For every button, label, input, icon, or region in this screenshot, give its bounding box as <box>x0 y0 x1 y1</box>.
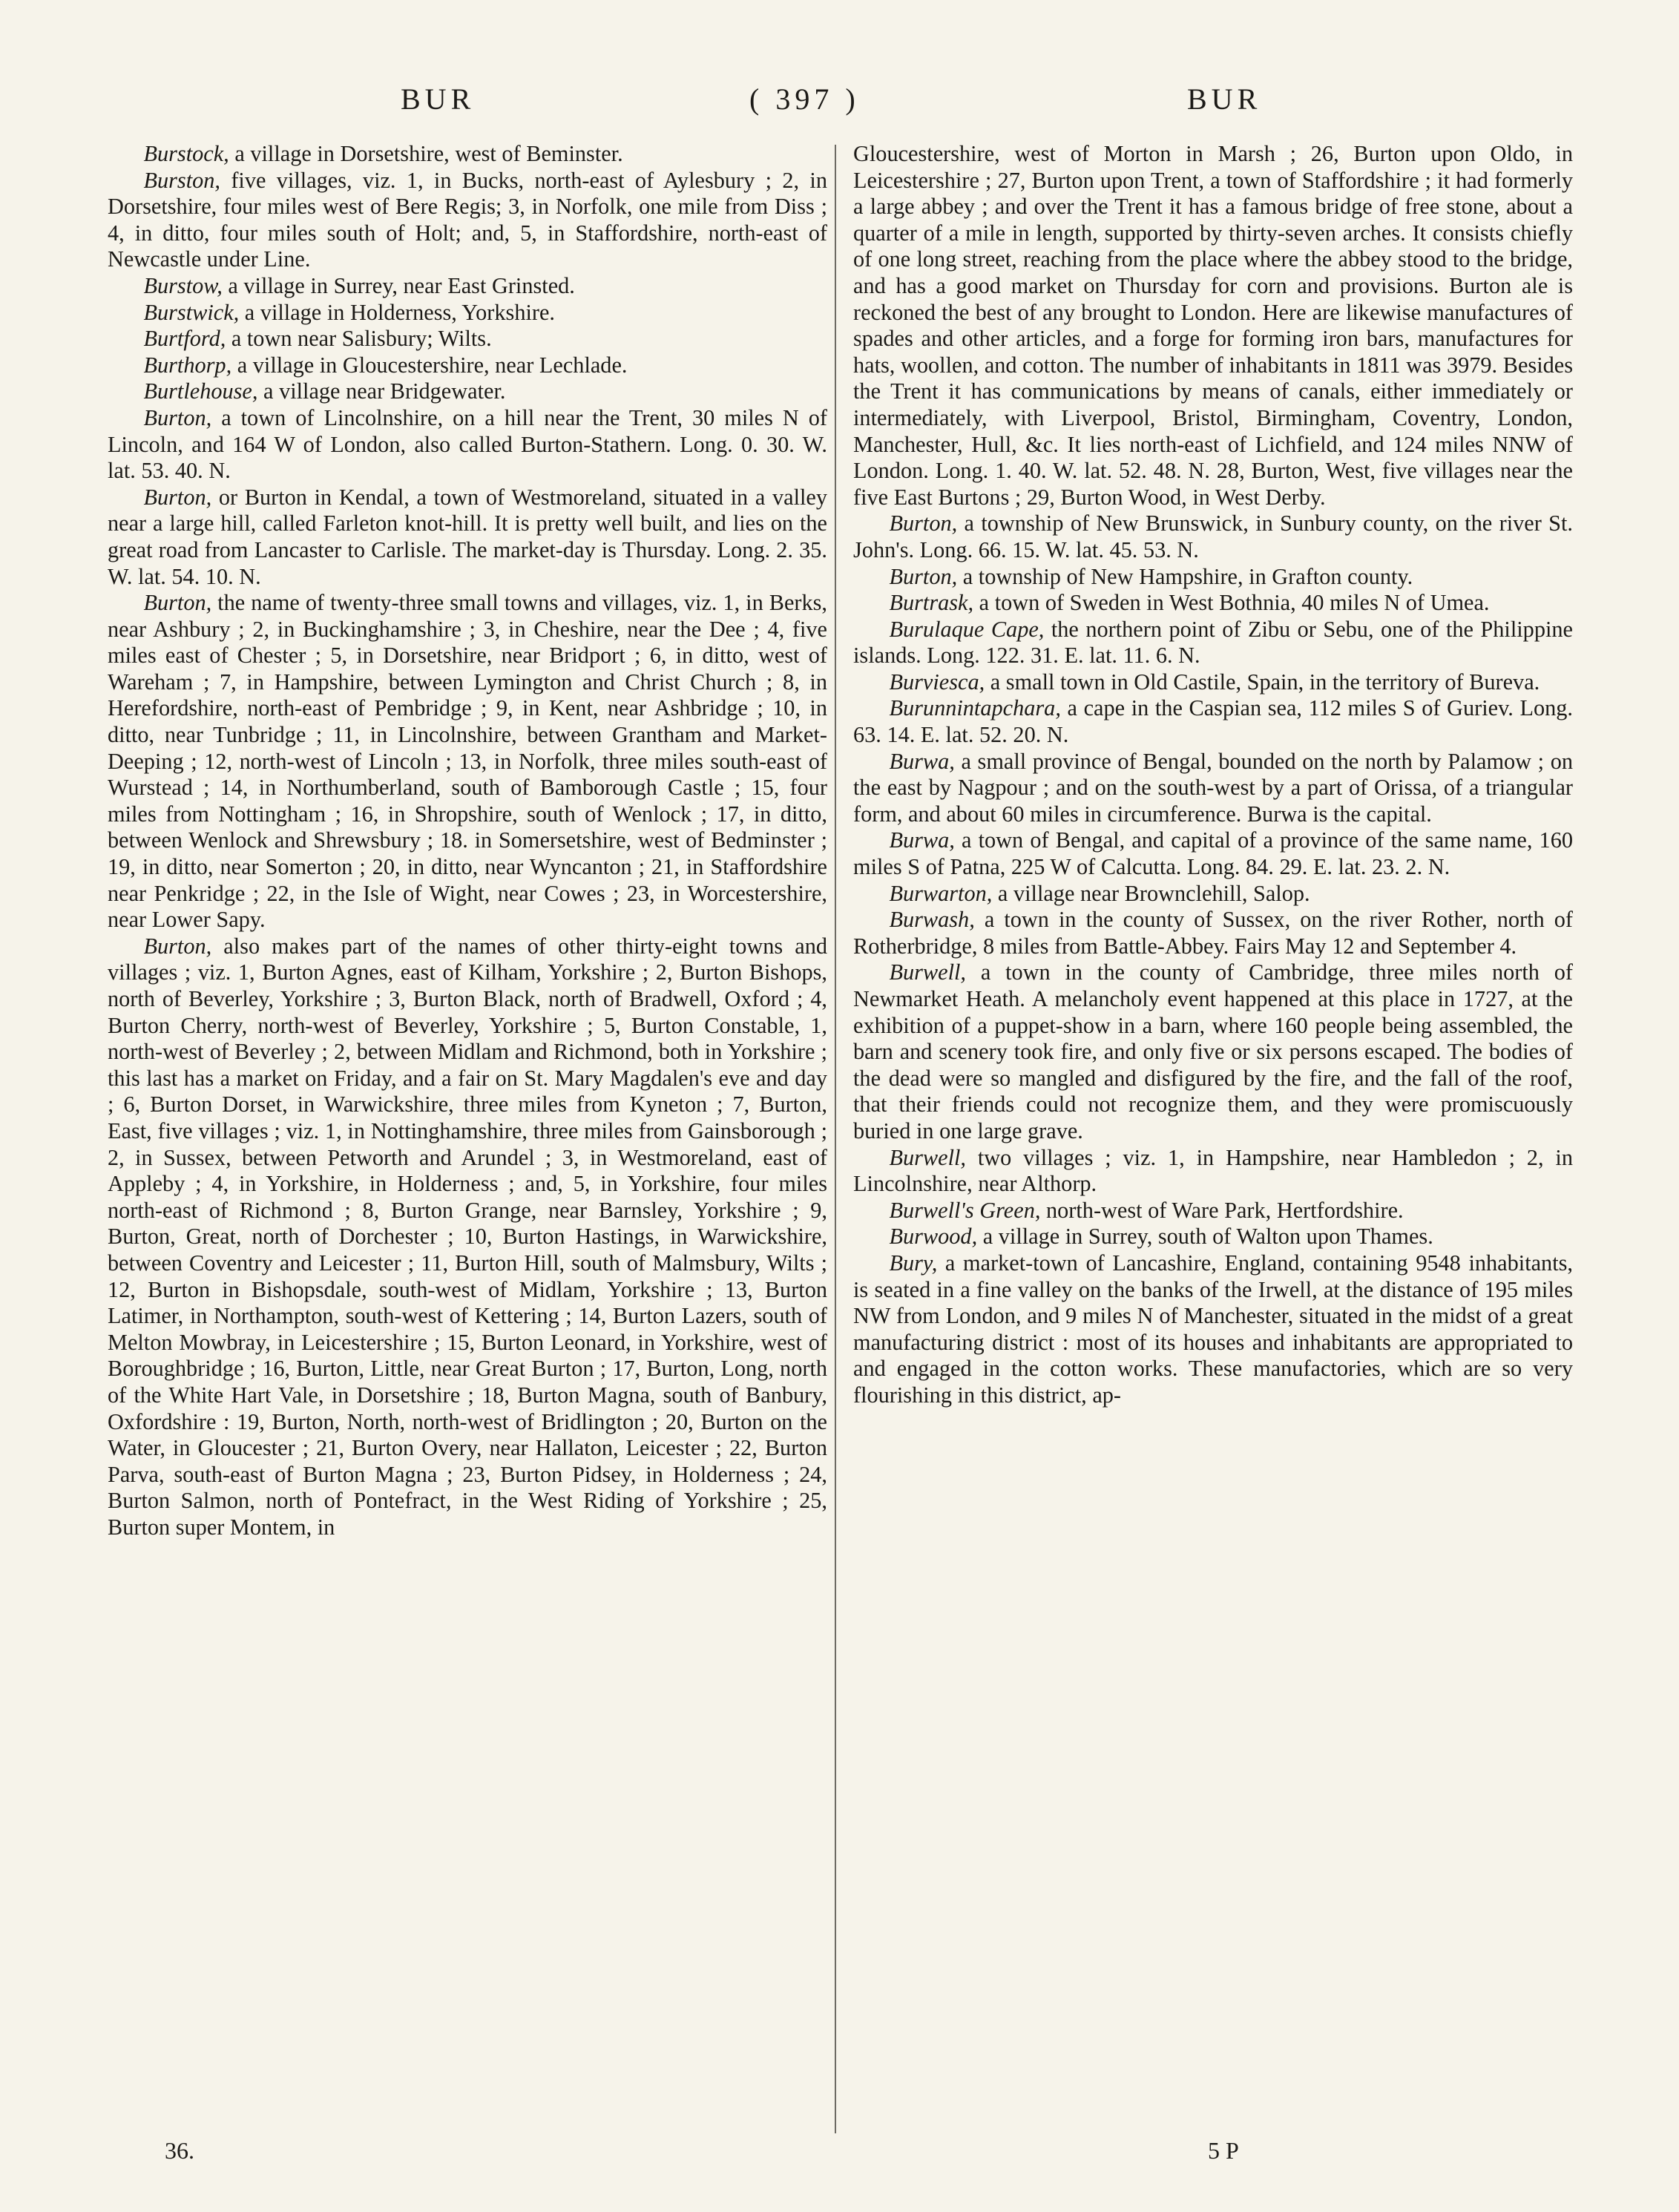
dictionary-entry <box>853 141 1573 511</box>
entry-text: a town in the county of Cambridge, three miles north of Newmarket Heath. A melancholy event happened at this place in 1727, at the exhibition of a puppet-show in a barn, where 160 people being assembled, the barn and scenery took fire, and only five or six persons escaped. The bodies of the dead were so mangled and disfigured by the fire, and the fall of the roof, that their friends could not recognize them, and they were promiscuously buried in one large grave. <box>853 959 1573 1143</box>
left-column <box>108 141 827 1540</box>
signature-mark-right: 5 P <box>1208 2137 1239 2164</box>
entry-headword: Burton, <box>889 511 958 536</box>
signature-mark-left: 36. <box>165 2137 194 2164</box>
dictionary-entry <box>853 1224 1573 1250</box>
entry-text: the name of twenty-three small towns and villages, viz. 1, in Berks, near Ashbury ; 2, in Buckinghamshire ; 3, in Cheshire, near the Dee ; 4, five miles east of Chester ; 5, in Dorsetshire, near Bridport ; 6, in ditto, west of Wareham ; 7, in Hampshire, between Lymington and Christ Church ; 8, in Herefordshire, north-east of Pembridge ; 9, in Kent, near Ashbridge ; 10, in ditto, near Tunbridge ; 11, in Lincolnshire, between Grantham and Market-Deeping ; 12, north-west of Lincoln ; 13, in Norfolk, three miles south-east of Wurstead ; 14, in Northumberland, south of Bamborough Castle ; 15, four miles from Nottingham ; 16, in Shropshire, south of Wenlock ; 17, in ditto, between Wenlock and Shrewsbury ; 18. in Somersetshire, west of Bedminster ; 19, in ditto, near Somerton ; 20, in ditto, near Wyncanton ; 21, in Staffordshire near Penkridge ; 22, in the Isle of Wight, near Cowes ; 23, in Worcestershire, near Lower Sapy. <box>108 590 827 933</box>
dictionary-entry <box>853 695 1573 748</box>
running-head-left: BUR <box>401 82 476 116</box>
entry-headword: Burwa, <box>889 827 955 853</box>
entry-text: a small town in Old Castile, Spain, in the territory of Bureva. <box>985 669 1540 695</box>
entry-headword: Burwarton, <box>889 880 993 906</box>
entry-text: a village near Bridgewater. <box>257 378 506 404</box>
entry-text: a market-town of Lancashire, England, containing 9548 inhabitants, is seated in a fine valley on the banks of the Irwell, at the distance of 195 miles NW from London, and 9 miles N of Manchester, situated in the midst of a great manufacturing district : most of its houses and inhabitants are appropriated to and engaged in the cotton works. These manufactories, which are so very flourishing in this district, ap- <box>853 1250 1573 1408</box>
entry-text: a cape in the Caspian sea, 112 miles S of Guriev. Long. 63. 14. E. lat. 52. 20. N. <box>853 695 1573 748</box>
dictionary-entry <box>853 590 1573 617</box>
entry-text: a township of New Brunswick, in Sunbury county, on the river St. John's. Long. 66. 15. W. lat. 45. 53. N. <box>853 511 1573 562</box>
dictionary-entry <box>853 564 1573 591</box>
dictionary-entry <box>853 749 1573 828</box>
entry-text: a village near Brownclehill, Salop. <box>992 880 1310 906</box>
entry-text: a town near Salisbury; Wilts. <box>226 326 492 352</box>
dictionary-entry <box>853 881 1573 908</box>
page-number: ( 397 ) <box>749 82 860 116</box>
entry-headword: Burthorp, <box>143 352 232 378</box>
dictionary-entry <box>853 1250 1573 1409</box>
entry-headword: Burunnintapchara, <box>889 695 1061 721</box>
column-divider <box>835 145 836 2133</box>
entry-headword: Burwood, <box>889 1224 978 1250</box>
entry-headword: Burton, <box>143 933 212 959</box>
dictionary-entry <box>108 405 827 485</box>
entry-headword: Burtford, <box>143 326 226 352</box>
entry-headword: Burston, <box>143 167 220 193</box>
entry-headword: Burwash, <box>889 907 975 933</box>
dictionary-entry <box>853 827 1573 880</box>
entry-headword: Burton, <box>143 404 212 430</box>
entry-headword: Burstwick, <box>143 299 240 325</box>
entry-headword: Burstow, <box>143 272 223 298</box>
entry-headword: Burton, <box>143 590 212 616</box>
entry-text: five villages, viz. 1, in Bucks, north-east of Aylesbury ; 2, in Dorsetshire, four miles west of Bere Regis; 3, in Norfolk, one mile from Diss ; 4, in ditto, four miles south of Holt; and, 5, in Staffordshire, north-east of Newcastle under Line. <box>108 167 827 272</box>
dictionary-entry <box>108 590 827 933</box>
dictionary-entry <box>108 378 827 405</box>
entry-text: two villages ; viz. 1, in Hampshire, near Hambledon ; 2, in Lincolnshire, near Althorp. <box>853 1144 1573 1197</box>
entry-text: a village in Surrey, south of Walton upon Thames. <box>977 1224 1433 1250</box>
entry-text: a village in Holderness, Yorkshire. <box>239 299 556 325</box>
entry-headword: Burstock, <box>143 141 229 166</box>
entry-headword: Burtlehouse, <box>143 378 258 404</box>
entry-headword: Burton, <box>889 563 958 589</box>
entry-headword: Bury, <box>889 1250 938 1276</box>
dictionary-entry <box>853 959 1573 1144</box>
entry-text: a town of Bengal, and capital of a province of the same name, 160 miles S of Patna, 225 W of Calcutta. Long. 84. 29. E. lat. 23. 2. N. <box>853 827 1573 880</box>
entry-headword: Burwell, <box>889 1144 966 1170</box>
entry-text: a town of Sweden in West Bothnia, 40 miles N of Umea. <box>973 590 1490 616</box>
entry-text: a village in Surrey, near East Grinsted. <box>222 272 575 298</box>
dictionary-entry <box>853 511 1573 563</box>
entry-text: north-west of Ware Park, Hertfordshire. <box>1040 1197 1404 1223</box>
entry-text: a township of New Hampshire, in Grafton county. <box>957 563 1413 589</box>
dictionary-entry <box>853 1198 1573 1224</box>
entry-text: a small province of Bengal, bounded on the north by Palamow ; on the east by Nagpour ; and on the south-west by a part of Orissa, of a triangular form, and about 60 miles in circumference. Burwa is the capital. <box>853 748 1573 827</box>
dictionary-entry <box>108 273 827 300</box>
entry-text: or Burton in Kendal, a town of Westmoreland, situated in a valley near a large hill, called Farleton knot-hill. It is pretty well built, and lies on the great road from Lancaster to Carlisle. The market-day is Thursday. Long. 2. 35. W. lat. 54. 10. N. <box>108 484 827 589</box>
entry-text: a town in the county of Sussex, on the river Rother, north of Rotherbridge, 8 miles from Battle-Abbey. Fairs May 12 and September 4. <box>853 907 1573 959</box>
dictionary-entry <box>108 352 827 379</box>
dictionary-entry <box>853 669 1573 696</box>
entry-text: the northern point of Zibu or Sebu, one of the Philippine islands. Long. 122. 31. E. lat. 11. 6. N. <box>853 616 1573 669</box>
dictionary-entry <box>108 933 827 1541</box>
entry-headword: Burwell's Green, <box>889 1197 1041 1223</box>
entry-text: a town of Lincolnshire, on a hill near the Trent, 30 miles N of Lincoln, and 164 W of London, also called Burton-Stathern. Long. 0. 30. W. lat. 53. 40. N. <box>108 404 827 484</box>
dictionary-entry <box>853 907 1573 959</box>
entry-text: a village in Gloucestershire, near Lechlade. <box>231 352 628 378</box>
dictionary-entry <box>108 485 827 590</box>
dictionary-entry <box>853 617 1573 669</box>
dictionary-entry <box>853 1145 1573 1198</box>
dictionary-entry <box>108 326 827 352</box>
entry-text: Gloucestershire, west of Morton in Marsh ; 26, Burton upon Oldo, in Leicestershire ; 27, Burton upon Trent, a town of Staffordshire ; it had formerly a large abbey ; and over the Trent it has a famous bridge of free stone, about a quarter of a mile in length, supported by thirty-seven arches. It consists chiefly of one long street, reaching from the place where the abbey stood to the bridge, and has a good market on Thursday for corn and provisions. Burton ale is reckoned the best of any brought to London. Here are likewise manufactures of spades and other articles, and a forge for forming iron bars, manufactures for hats, woollen, and cotton. The number of inhabitants in 1811 was 3979. Besides the Trent it has communications by means of canals, either immediately or intermediately, with Liverpool, Bristol, Birmingham, Coventry, London, Manchester, Hull, &c. It lies north-east of Lichfield, and 124 miles NNW of London. Long. 1. 40. W. lat. 52. 48. N. 28, Burton, West, five villages near the five East Burtons ; 29, Burton Wood, in West Derby. <box>853 141 1573 510</box>
running-head-right: BUR <box>1187 82 1262 116</box>
right-column <box>853 141 1573 1409</box>
entry-headword: Burwell, <box>889 959 966 985</box>
dictionary-entry <box>108 300 827 326</box>
entry-headword: Burulaque Cape, <box>889 616 1045 642</box>
entry-headword: Burton, <box>143 484 212 510</box>
entry-text: also makes part of the names of other thirty-eight towns and villages ; viz. 1, Burton Agnes, east of Kilham, Yorkshire ; 2, Burton Bishops, north of Beverley, Yorkshire ; 3, Burton Black, north of Bradwell, Oxford ; 4, Burton Cherry, north-west of Beverley, Yorkshire ; 5, Burton Constable, 1, north-west of Beverley ; 2, between Midlam and Richmond, both in Yorkshire ; this last has a market on Friday, and a fair on St. Mary Magdalen's eve and day ; 6, Burton Dorset, in Warwickshire, three miles from Kyneton ; 7, Burton, East, five villages ; viz. 1, in Nottinghamshire, three miles from Gainsborough ; 2, in Sussex, between Petworth and Arundel ; 3, in Westmoreland, east of Appleby ; 4, in Yorkshire, in Holderness ; and, 5, in Yorkshire, four miles north-east of Richmond ; 8, Burton Grange, near Barnsley, Yorkshire ; 9, Burton, Great, north of Dorchester ; 10, Burton Hastings, in Warwickshire, between Coventry and Leicester ; 11, Burton Hill, south of Malmsbury, Wilts ; 12, Burton in Bishopsdale, south-west of Midlam, Yorkshire ; 13, Burton Latimer, in Northampton, south-west of Kettering ; 14, Burton Lazers, south of Melton Mowbray, in Leicestershire ; 15, Burton Leonard, in Yorkshire, west of Boroughbridge ; 16, Burton, Little, near Great Burton ; 17, Burton, Long, north of the White Hart Vale, in Dorsetshire ; 18, Burton Magna, south of Banbury, Oxfordshire : 19, Burton, North, north-west of Bridlington ; 20, Burton on the Water, in Gloucester ; 21, Burton Overy, near Hallaton, Leicester ; 22, Burton Parva, south-east of Burton Magna ; 23, Burton Pidsey, in Holderness ; 24, Burton Salmon, north of Pontefract, in the West Riding of Yorkshire ; 25, Burton super Montem, in <box>108 933 827 1540</box>
entry-headword: Burtrask, <box>889 590 974 616</box>
dictionary-entry <box>108 168 827 273</box>
dictionary-entry <box>108 141 827 168</box>
entry-text: a village in Dorsetshire, west of Beminster. <box>229 141 623 166</box>
entry-headword: Burviesca, <box>889 669 985 695</box>
entry-headword: Burwa, <box>889 748 955 774</box>
